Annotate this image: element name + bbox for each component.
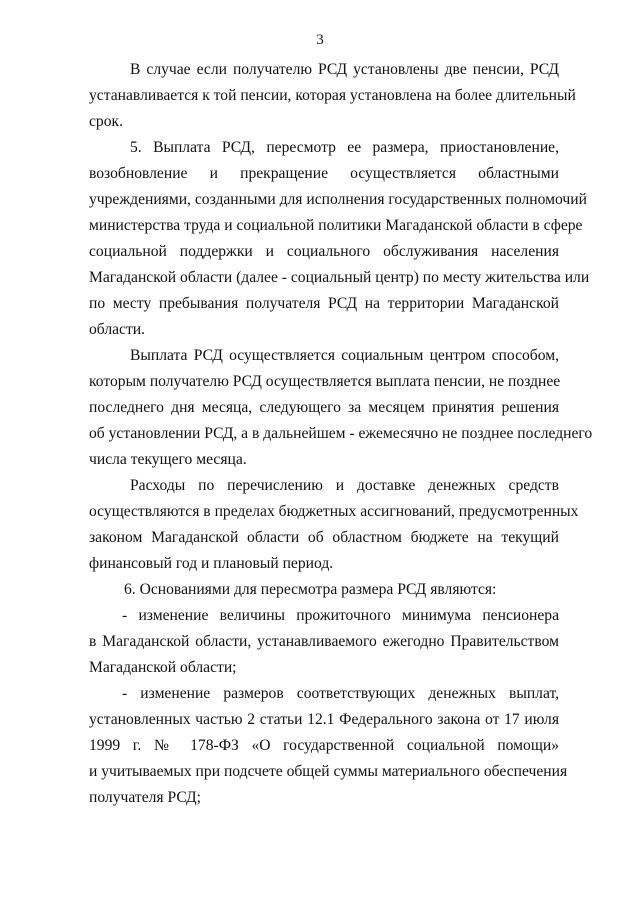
text-line: об установлении РСД, а в дальнейшем - ежемесячно не позднее последнего (89, 425, 593, 442)
text-line: 5. Выплата РСД, пересмотр ее размера, приостановление, (130, 139, 559, 156)
text-line: - изменение величины прожиточного минимума пенсионера (122, 607, 559, 624)
text-line: социальной поддержки и социального обслуживания населения (89, 243, 559, 260)
text-line: по месту пребывания получателя РСД на территории Магаданской (89, 295, 559, 312)
text-line: установленных частью 2 статьи 12.1 Федерального закона от 17 июля (89, 711, 559, 728)
text-line: последнего дня месяца, следующего за месяцем принятия решения (89, 399, 559, 416)
text-line: законом Магаданской области об областном бюджете на текущий (89, 529, 559, 546)
text-line: министерства труда и социальной политики Магаданской области в сфере (89, 217, 583, 234)
text-line: финансовый год и плановый период. (89, 555, 334, 572)
text-line: числа текущего месяца. (89, 451, 247, 468)
text-line: Выплата РСД осуществляется социальным центром способом, (130, 347, 559, 364)
text-line: Магаданской области; (89, 659, 237, 676)
text-line: Расходы по перечислению и доставке денежных средств (130, 477, 559, 494)
page-number: 3 (316, 32, 324, 48)
text-line: 6. Основаниями для пересмотра размера РСД являются: (124, 581, 497, 598)
text-line: которым получателю РСД осуществляется выплата пенсии, не позднее (89, 373, 561, 390)
text-line: получателя РСД; (89, 789, 201, 806)
text-line: В случае если получателю РСД установлены две пенсии, РСД (130, 61, 559, 78)
text-line: 1999 г. № 178-ФЗ «О государственной социальной помощи» (89, 737, 559, 754)
text-line: учреждениями, созданными для исполнения государственных полномочий (89, 191, 587, 208)
text-line: и учитываемых при подсчете общей суммы материального обеспечения (89, 763, 568, 780)
text-line: Магаданской области (далее - социальный центр) по месту жительства или (89, 269, 590, 286)
text-line: осуществляются в пределах бюджетных ассигнований, предусмотренных (89, 503, 579, 520)
text-line: - изменение размеров соответствующих денежных выплат, (122, 685, 559, 702)
text-line: устанавливается к той пенсии, которая установлена на более длительный (89, 87, 576, 104)
text-line: возобновление и прекращение осуществляется областными (89, 165, 559, 182)
text-line: срок. (89, 113, 123, 130)
text-line: в Магаданской области, устанавливаемого ежегодно Правительством (89, 633, 559, 650)
text-line: области. (89, 321, 146, 338)
